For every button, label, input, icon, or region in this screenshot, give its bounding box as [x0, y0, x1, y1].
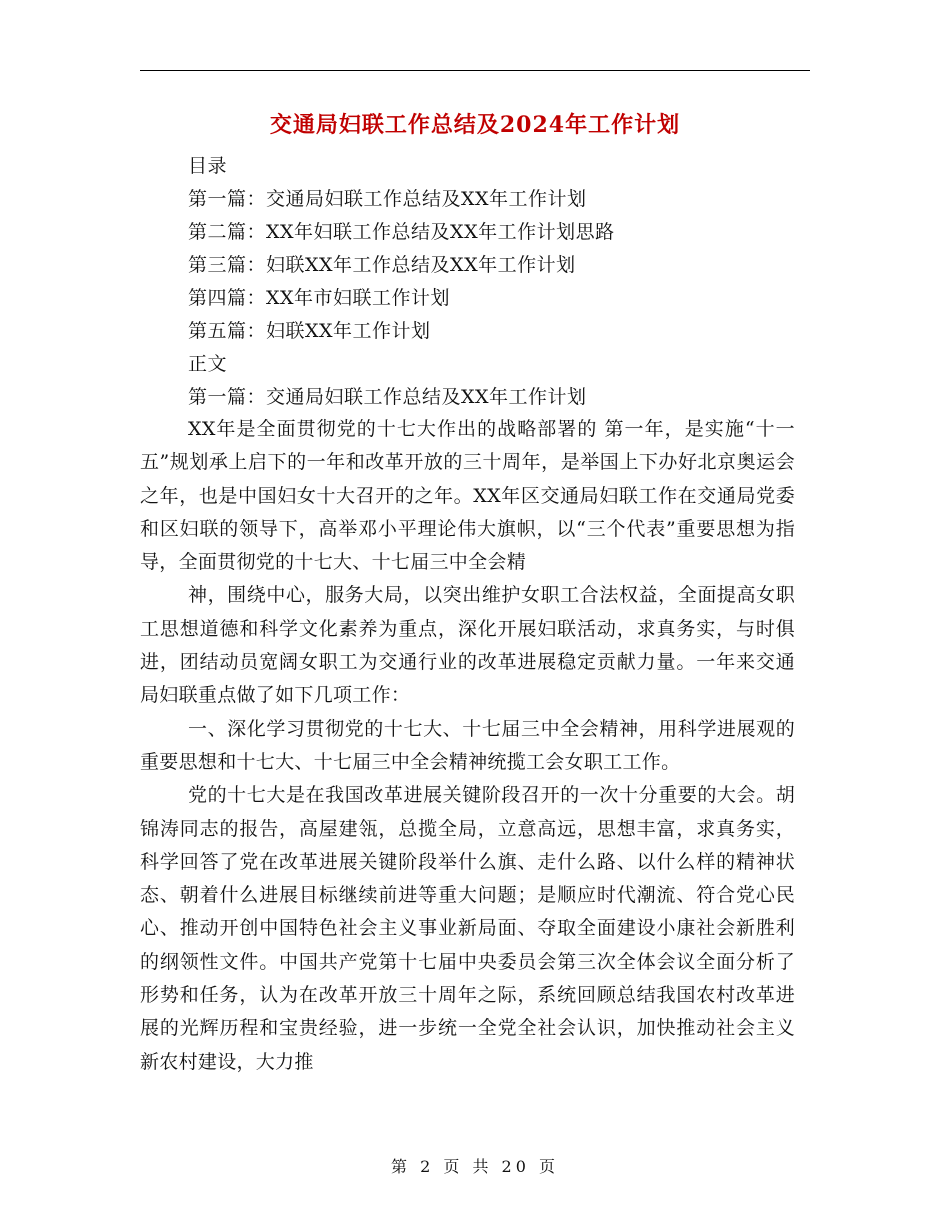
body-heading: 正文	[188, 353, 228, 375]
toc-item: 第二篇：XX年妇联工作总结及XX年工作计划思路	[188, 221, 615, 243]
toc-item: 第一篇：交通局妇联工作总结及XX年工作计划	[188, 188, 587, 210]
toc-item: 第四篇：XX年市妇联工作计划	[188, 287, 451, 309]
body-text	[140, 413, 795, 1079]
page-number: 第 2 页 共 20 页	[391, 1157, 559, 1176]
table-of-contents	[188, 150, 788, 414]
paragraph: XX年是全面贯彻党的十七大作出的战略部署的 第一年，是实施“十一五”规划承上启下的一年和改革开放的三十周年，是举国上下办好北京奥运会之年，也是中国妇女十大召开的之年。XX年区交通局妇联工作在交通局党委和区妇联的领导下，高举邓小平理论伟大旗帜，以“三个代表”重要思想为指导，全面贯彻党的十七大、十七届三中全会精	[140, 418, 795, 574]
paragraph: 神，围绕中心，服务大局，以突出维护女职工合法权益，全面提高女职工思想道德和科学文化素养为重点，深化开展妇联活动，求真务实，与时俱进，团结动员宽阔女职工为交通行业的改革进展稳定贡献力量。一年来交通局妇联重点做了如下几项工作：	[140, 584, 795, 707]
section-title: 第一篇：交通局妇联工作总结及XX年工作计划	[188, 386, 587, 408]
toc-heading: 目录	[188, 155, 228, 177]
toc-item: 第三篇：妇联XX年工作总结及XX年工作计划	[188, 254, 576, 276]
header-rule	[140, 70, 810, 71]
document-title: 交通局妇联工作总结及2024年工作计划	[269, 112, 681, 138]
paragraph: 党的十七大是在我国改革进展关键阶段召开的一次十分重要的大会。胡锦涛同志的报告，高屋建瓴，总揽全局，立意高远，思想丰富，求真务实，科学回答了党在改革进展关键阶段举什么旗、走什么路、以什么样的精神状态、朝着什么进展目标继续前进等重大问题；是顺应时代潮流、符合党心民心、推动开创中国特色社会主义事业新局面、夺取全面建设小康社会新胜利的纲领性文件。中国共产党第十七届中央委员会第三次全体会议全面分析了形势和任务，认为在改革开放三十周年之际，系统回顾总结我国农村改革进展的光辉历程和宝贵经验，进一步统一全党全社会认识，加快推动社会主义新农村建设，大力推	[140, 784, 795, 1073]
paragraph: 一、深化学习贯彻党的十七大、十七届三中全会精神，用科学进展观的重要思想和十七大、十七届三中全会精神统揽工会女职工工作。	[140, 717, 795, 773]
toc-item: 第五篇：妇联XX年工作计划	[188, 320, 431, 342]
